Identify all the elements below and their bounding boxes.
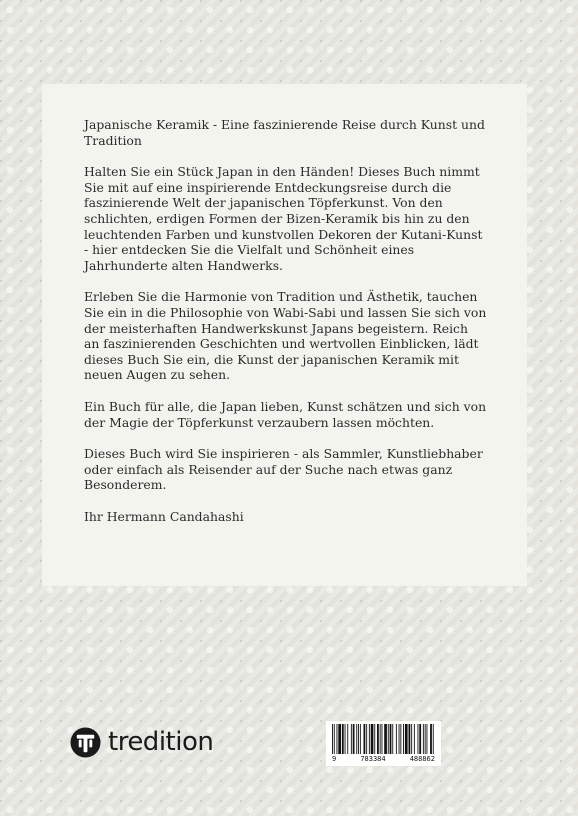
publisher-logo xyxy=(70,726,213,758)
blurb-paragraph-1: Halten Sie ein Stück Japan in den Händen! Dieses Buch nimmt Sie mit auf eine inspirierende Entdeckungsreise durch die faszinierende Welt der japanischen Töpferkunst. Von den schlichten, erdigen Formen der Bizen-Keramik bis hin zu den leuchtenden Farben und kunstvollen Dekoren der Kutani-Kunst - hier entdecken Sie die Vielfalt und Schönheit eines Jahrhunderte alten Handwerks. xyxy=(84,164,483,273)
barcode-digit-group-1: 783384 xyxy=(360,755,386,763)
author-signature: Ihr Hermann Candahashi xyxy=(84,508,244,524)
blurb-paragraph-2: Erleben Sie die Harmonie von Tradition und Ästhetik, tauchen Sie ein in die Philosophie von Wabi-Sabi und lassen Sie sich von der meisterhaften Handwerkskunst Japans begeistern. Reich an faszinierenden Geschichten und wertvollen Einblicken, lädt dieses Buch Sie ein, die Kunst der japanischen Keramik mit neuen Augen zu sehen. xyxy=(84,289,487,383)
barcode-digit-prefix: 9 xyxy=(332,755,337,763)
barcode-digits xyxy=(330,755,437,763)
publisher-name: tredition xyxy=(108,727,214,757)
book-title: Japanische Keramik - Eine faszinierende Reise durch Kunst und Tradition xyxy=(84,117,485,148)
tredition-logo-icon xyxy=(70,727,101,758)
barcode-digit-group-2: 488862 xyxy=(409,755,435,763)
barcode-bars xyxy=(330,724,437,754)
isbn-barcode xyxy=(326,721,441,766)
back-cover-text-panel xyxy=(42,84,527,586)
blurb-paragraph-4: Dieses Buch wird Sie inspirieren - als Sammler, Kunstliebhaber oder einfach als Reisender auf der Suche nach etwas ganz Besonderem. xyxy=(84,446,483,493)
blurb-paragraph-3: Ein Buch für alle, die Japan lieben, Kunst schätzen und sich von der Magie der Töpferkunst verzaubern lassen möchten. xyxy=(84,398,487,430)
